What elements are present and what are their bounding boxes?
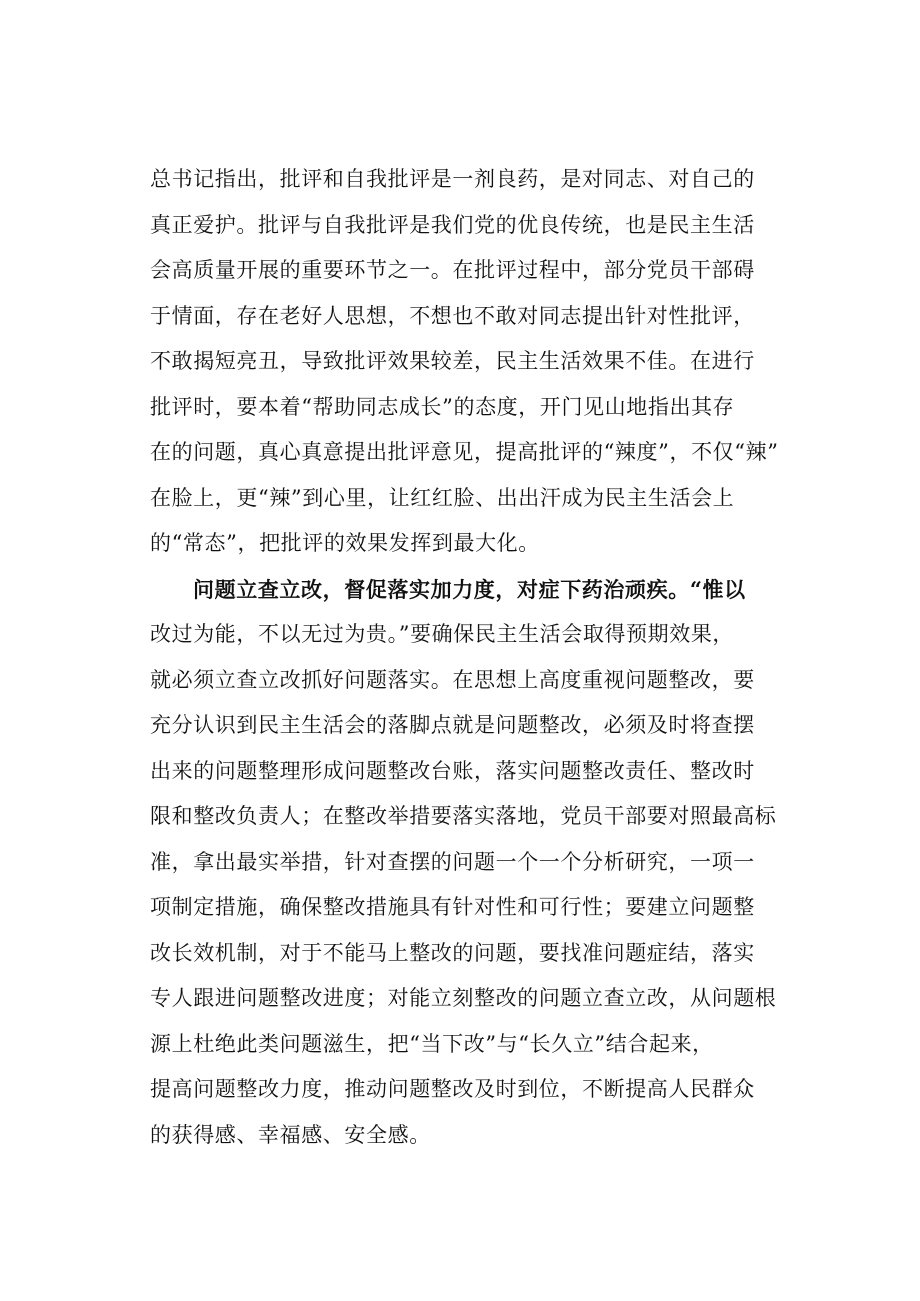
paragraph-line: 不敢揭短亮丑，导致批评效果较差，民主生活效果不佳。在进行 [150, 349, 755, 373]
paragraph-first-line [150, 567, 800, 613]
paragraph-line: 项制定措施，确保整改措施具有针对性和可行性；要建立问题整 [150, 895, 755, 919]
paragraph-line: 会高质量开展的重要环节之一。在批评过程中，部分党员干部碍 [150, 258, 755, 282]
document-body [150, 157, 800, 1158]
paragraph-line: 就必须立查立改抓好问题落实。在思想上高度重视问题整改，要 [150, 667, 755, 692]
paragraph-line: 充分认识到民主生活会的落脚点就是问题整改，必须及时将查摆 [150, 713, 755, 737]
section-heading: 问题立查立改，督促落实加力度，对症下药治顽疾。 [193, 576, 690, 602]
paragraph-line: 出来的问题整理形成问题整改台账，落实问题整改责任、整改时 [150, 758, 755, 783]
paragraph-line: 在脸上，更“辣”到心里，让红红脸、出出汗成为民主生活会上 [150, 485, 735, 510]
paragraph-line: 批评时，要本着“帮助同志成长”的态度，开门见山地指出其存 [150, 394, 735, 419]
paragraph-line: 的“常态”，把批评的效果发挥到最大化。 [150, 531, 540, 555]
paragraph-line: 总书记指出，批评和自我批评是一剂良药，是对同志、对自己的 [150, 167, 755, 191]
paragraph-rectification [150, 567, 800, 1159]
paragraph-line: 源上杜绝此类问题滋生，把“当下改”与“长久立”结合起来， [150, 1031, 714, 1056]
paragraph-line: 改长效机制，对于不能马上整改的问题，要找准问题症结，落实 [150, 940, 755, 965]
paragraph-line: 真正爱护。批评与自我批评是我们党的优良传统，也是民主生活 [150, 212, 755, 237]
paragraph-line: 专人跟进问题整改进度；对能立刻整改的问题立查立改，从问题根 [150, 986, 777, 1010]
quote-opening: “惟以 [689, 576, 746, 602]
paragraph-line: 在的问题，真心真意提出批评意见，提高批评的“辣度”，不仅“辣” [150, 440, 779, 464]
paragraph-criticism [150, 157, 800, 567]
paragraph-line: 准，拿出最实举措，针对查摆的问题一个一个分析研究，一项一 [150, 849, 755, 874]
paragraph-line: 改过为能，不以无过为贵。”要确保民主生活会取得预期效果， [150, 622, 735, 646]
paragraph-line: 于情面，存在老好人思想，不想也不敢对同志提出针对性批评， [150, 303, 755, 328]
paragraph-line: 限和整改负责人；在整改举措要落实落地，党员干部要对照最高标 [150, 804, 777, 828]
paragraph-line: 的获得感、幸福感、安全感。 [150, 1122, 431, 1147]
paragraph-line: 提高问题整改力度，推动问题整改及时到位，不断提高人民群众 [150, 1077, 755, 1101]
